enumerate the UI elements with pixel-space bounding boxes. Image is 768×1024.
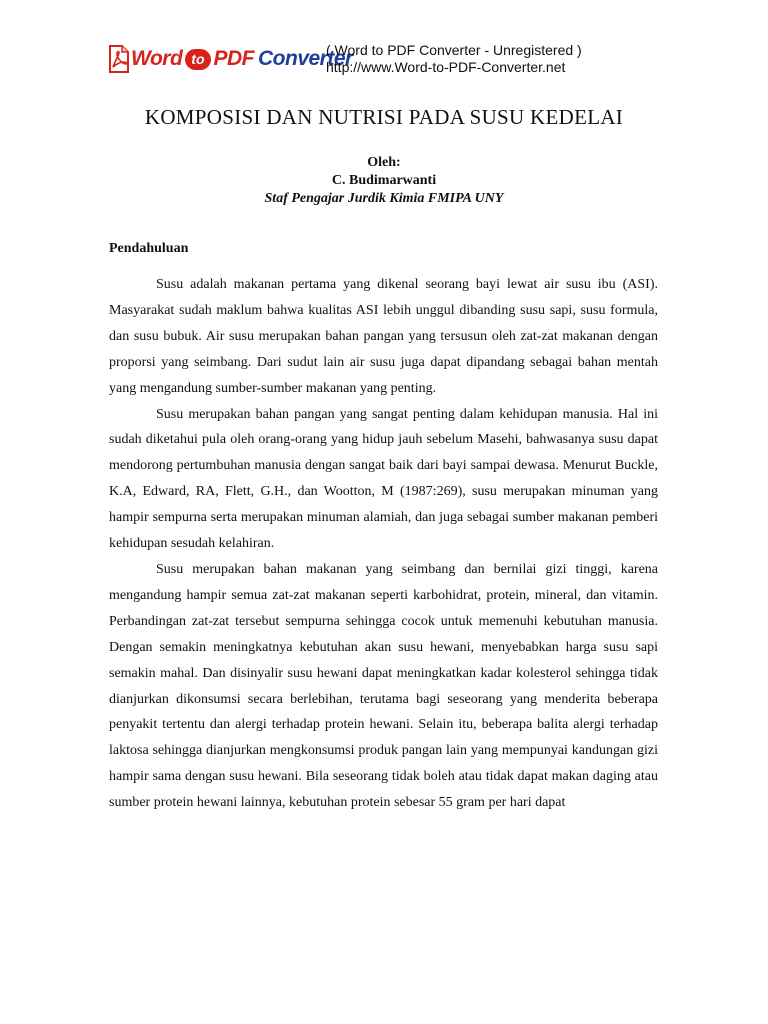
logo-pdf-text: PDF <box>213 47 254 70</box>
pdf-document-icon <box>108 45 130 73</box>
converter-banner <box>108 42 668 82</box>
by-label: Oleh: <box>367 155 401 170</box>
body-paragraph: Susu merupakan bahan pangan yang sangat penting dalam kehidupan manusia. Hal ini sudah diketahui pula oleh orang-orang yang hidup jauh sebelum Masehi, bahwasanya susu dapat mendorong pertumbuhan manusia dengan sangat baik dari bayi sampai dewasa. Menurut Buckle, K.A, Edward, RA, Flett, G.H., dan Wootton, M (1987:269), susu merupakan minuman yang hampir sempurna serta merupakan minuman alamiah, dan juga sebagai sumber makanan pemberi kehidupan sesudah kelahiran. <box>109 406 658 552</box>
document-body <box>109 272 658 816</box>
converter-url-link[interactable]: http://www.Word-to-PDF-Converter.net <box>326 59 566 75</box>
body-paragraph: Susu adalah makanan pertama yang dikenal seorang bayi lewat air susu ibu (ASI). Masyarakat sudah maklum bahwa kualitas ASI lebih unggul dibanding susu sapi, susu formula, dan susu bubuk. Air susu merupakan bahan pangan yang tersusun oleh zat-zat makanan dengan proporsi yang seimbang. Dari sudut lain air susu juga dapat dipandang sebagai bahan mentah yang mengandung sumber-sumber makanan yang penting. <box>109 277 658 396</box>
author-affiliation: Staf Pengajar Jurdik Kimia FMIPA UNY <box>264 191 504 206</box>
logo-to-badge: to <box>185 49 210 70</box>
body-paragraph: Susu merupakan bahan makanan yang seimbang dan bernilai gizi tinggi, karena mengandung hampir semua zat-zat makanan seperti karbohidrat, protein, mineral, dan vitamin. Perbandingan zat-zat tersebut sempurna sehingga cocok untuk memenuhi kebutuhan manusia. Dengan semakin meningkatnya kebutuhan akan susu hewani, menyebabkan harga susu sapi semakin mahal. Dan disinyalir susu hewani dapat meningkatkan kadar kolesterol sehingga tidak dianjurkan dikonsumsi secara berlebihan, terutama bagi seseorang yang menderita beberapa penyakit tertentu dan alergi terhadap protein hewani. Selain itu, beberapa balita alergi terhadap laktosa sehingga dianjurkan mengkonsumsi produk pangan lain yang mempunyai kandungan gizi hampir sama dengan susu hewani. Bila seseorang tidak boleh atau tidak dapat makan daging atau sumber protein hewani lainnya, kebutuhan protein sebesar 55 gram per hari dapat <box>109 561 658 811</box>
logo-converter-text: Converter <box>258 47 353 70</box>
unregistered-notice: ( Word to PDF Converter - Unregistered ) <box>326 42 582 58</box>
author-name: C. Budimarwanti <box>331 173 437 188</box>
logo-word-text: Word <box>131 47 183 70</box>
word-to-pdf-logo <box>108 44 353 74</box>
banner-notice <box>326 42 582 76</box>
section-heading: Pendahuluan <box>109 241 189 256</box>
document-title: KOMPOSISI DAN NUTRISI PADA SUSU KEDELAI <box>144 105 624 129</box>
